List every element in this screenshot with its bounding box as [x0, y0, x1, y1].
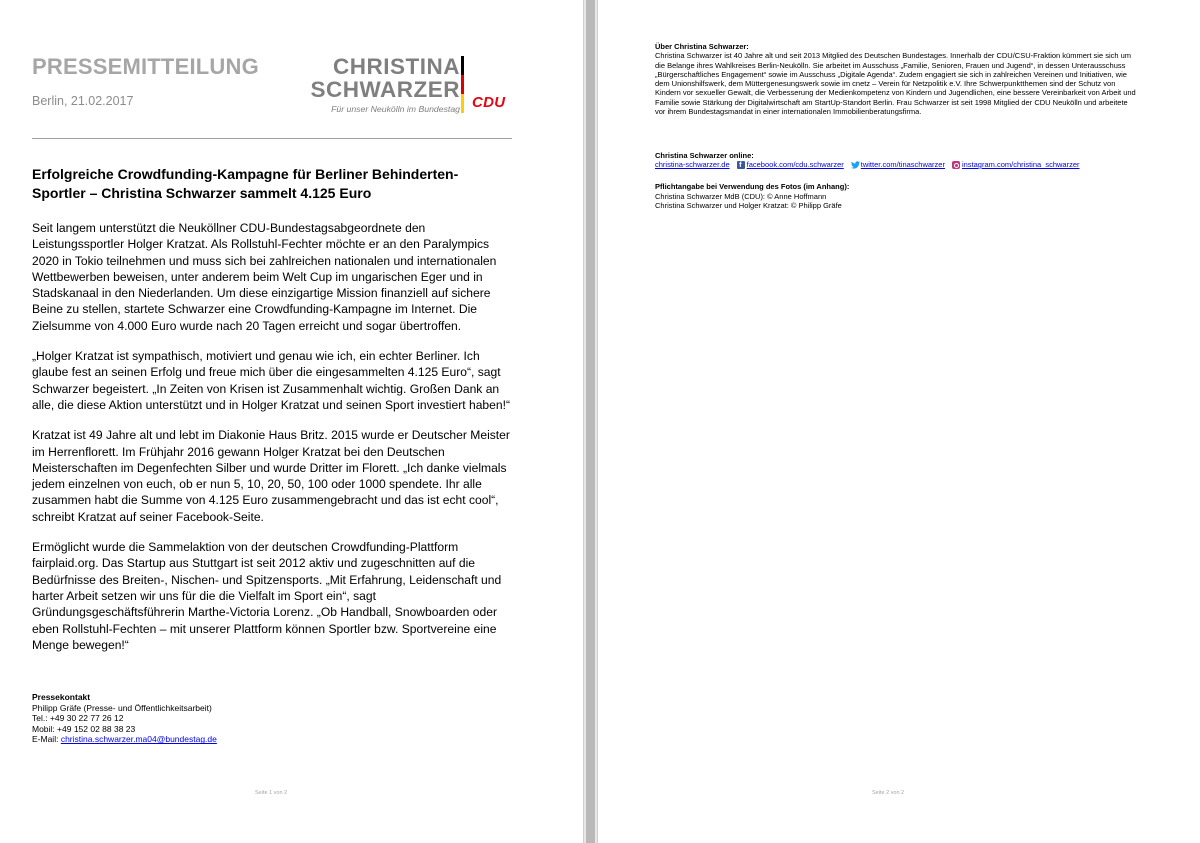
press-contact: [32, 692, 332, 745]
about-section: [655, 42, 1137, 116]
credit-line: Christina Schwarzer MdB (CDU): © Anne Hoffmann: [655, 191, 827, 201]
logo-name-line2: SCHWARZER: [310, 77, 460, 102]
german-flag-stripe: [461, 56, 464, 113]
press-contact-label: Pressekontakt: [32, 692, 91, 702]
website-link[interactable]: christina-schwarzer.de: [655, 160, 730, 169]
logo-name-line1: CHRISTINA: [333, 54, 460, 79]
document-page-1: [0, 0, 583, 843]
article-body: [32, 220, 514, 667]
about-label: Über Christina Schwarzer:: [655, 42, 749, 51]
credit-line: Christina Schwarzer und Holger Kratzat: © Philipp Gräfe: [655, 201, 842, 210]
instagram-icon: [952, 161, 960, 169]
document-title: PRESSEMITTEILUNG: [32, 54, 259, 79]
twitter-icon: [851, 161, 859, 169]
page-footer: Seite 1 von 2: [255, 790, 288, 796]
credits-label: Pflichtangabe bei Verwendung des Fotos (im Anhang):: [655, 182, 850, 191]
contact-email-row: [32, 734, 332, 745]
cdu-logo: CDU: [472, 94, 506, 111]
email-link[interactable]: christina.schwarzer.ma04@bundestag.de: [60, 734, 217, 745]
paragraph: „Holger Kratzat ist sympathisch, motiviert und genau wie ich, ein echter Berliner. Ich glaube fest an seinen Erfolg und freue mich über die eingesammelten 4.125 Euro“, sagt Schwarzer begeistert. „In Zeiten von Krisen ist Zusammenhalt wichtig. Großen Dank an alle, die diese Aktion unterstützt und in Holger Kratzat und seinen Sport investiert haben!“: [32, 349, 510, 412]
logo-tagline: Für unser Neukölln im Bundestag: [331, 104, 460, 114]
twitter-link[interactable]: twitter.com/tinaschwarzer: [860, 160, 945, 169]
document-date: Berlin, 21.02.2017: [32, 94, 134, 108]
page-footer: Seite 2 von 2: [872, 790, 905, 796]
facebook-link[interactable]: facebook.com/cdu.schwarzer: [746, 160, 844, 169]
logo: [310, 54, 520, 118]
online-label: Christina Schwarzer online:: [655, 151, 754, 160]
headline: Erfolgreiche Crowdfunding-Kampagne für Berliner Behinderten-Sportler – Christina Schwarzer sammelt 4.125 Euro: [32, 166, 459, 201]
facebook-icon: [737, 161, 745, 169]
paragraph: Ermöglicht wurde die Sammelaktion von der deutschen Crowdfunding-Plattform fairplaid.org. Das Startup aus Stuttgart ist seit 2012 aktiv und zugeschnitten auf die Bedürfnisse des Breiten-, Nischen- und Spitzensports. „Mit Erfahrung, Leidenschaft und harter Arbeit setzen wir uns für die die Vielfalt im Sport ein“, sagt Gründungsgeschäftsführerin Marthe-Victoria Lorenz. „Ob Handball, Snowboarden oder eben Rollstuhl-Fechten – mit unserer Plattform können Sportler bzw. Sportvereine eine Menge bewegen!“: [32, 540, 502, 652]
instagram-link[interactable]: instagram.com/christina_schwarzer: [961, 160, 1080, 169]
online-links: [655, 160, 1155, 169]
document-page-2: [598, 0, 1200, 843]
contact-name: Philipp Gräfe (Presse- und Öffentlichkeitsarbeit): [32, 702, 212, 713]
contact-phone: Tel.: +49 30 22 77 26 12: [32, 713, 124, 724]
header-divider: [32, 138, 512, 139]
email-label: E-Mail:: [32, 734, 61, 745]
contact-mobile: Mobil: +49 152 02 88 38 23: [32, 723, 136, 734]
paragraph: Kratzat ist 49 Jahre alt und lebt im Diakonie Haus Britz. 2015 wurde er Deutscher Meister im Herrenflorett. Im Frühjahr 2016 gewann Holger Kratzat bei den Deutschen Meisterschaften im Degenfechten Silber und wurde Dritter im Florett. „Ich danke vielmals jedem einzelnen von euch, ob er nun 5, 10, 20, 50, 100 oder 1000 spendete. Ihr alle zusammen habt die Summe von 4.125 Euro zusammengebracht und das ist echt cool“, schreibt Kratzat auf seiner Facebook-Seite.: [32, 428, 510, 524]
photo-credits: [655, 182, 1055, 211]
about-text: Christina Schwarzer ist 40 Jahre alt und seit 2013 Mitglied des Deutschen Bundestages. Innerhalb der CDU/CSU-Fraktion kümmert sie sich um die Belange ihres Wahlkreises Berlin-Neukölln. Sie arbeitet im Ausschuss „Familie, Senioren, Frauen und Jugend“, in dessen Unterausschuss „Bürgerschaftliches Engagement“ sowie im Ausschuss „Digitale Agenda“. Zudem engagiert sie sich in zahlreichen Vereinen und Initiativen, wie dem Unionshilfswerk, dem Müttergenesungswerk sowie im cnetz – Verein für Netzpolitik e.V. Ihre Schwerpunktthemen sind der Schutz von Kindern vor sexueller Gewalt, die Verbesserung der Medienkompetenz von Kindern und Jugendlichen, eine bessere Vereinbarkeit von Arbeit und Familie sowie Stärkung der Digitalwirtschaft am StartUp-Standort Berlin. Frau Schwarzer ist seit 1998 Mitglied der CDU Neukölln und arbeitete vor ihrem Bundestagsmandat in einer internationalen Immobilienberatungsfirma.: [655, 51, 1136, 117]
page-gutter: [583, 0, 598, 843]
paragraph: Seit langem unterstützt die Neuköllner CDU-Bundestagsabgeordnete den Leistungssportler Holger Kratzat. Als Rollstuhl-Fechter möchte er an den Paralympics 2020 in Tokio teilnehmen und muss sich bei zahlreichen nationalen und internationalen Wettbewerben beweisen, unter anderem beim Welt Cup im ungarischen Eger und in Stadskanaal in den Niederlanden. Um diese einzigartige Mission finanziell auf sichere Beine zu stellen, startete Schwarzer eine Crowdfunding-Kampagne im Internet. Die Zielsumme von 4.000 Euro wurde nach 20 Tagen erreicht und sogar übertroffen.: [32, 221, 497, 333]
